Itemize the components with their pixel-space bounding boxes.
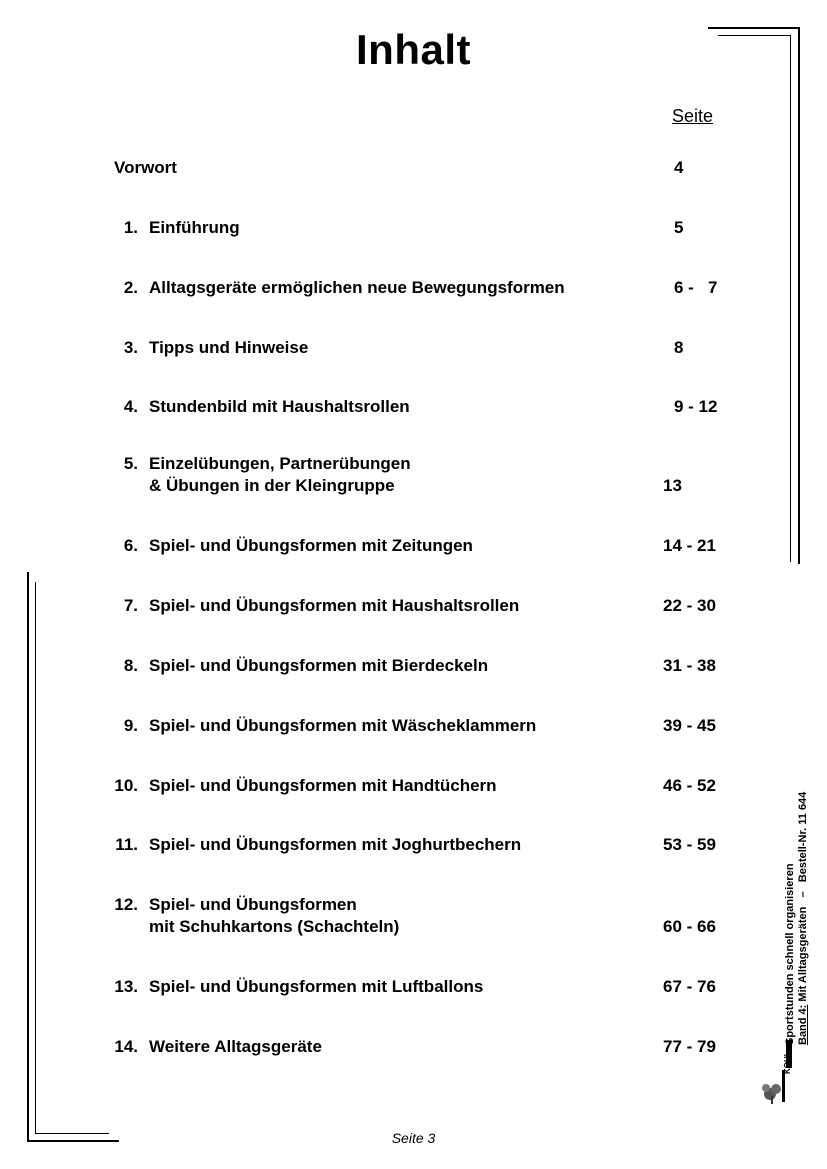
toc-entry-text: Vorwort [114,158,177,177]
toc-entry-number: 14. [114,1037,138,1056]
toc-entry-pages: 14 - 21 [663,536,716,555]
publisher-logo [760,1040,800,1106]
toc-entry-text: Spiel- und Übungsformen mit Zeitungen [149,536,473,555]
toc-entry-pages: 39 - 45 [663,716,716,735]
toc-entry-number: 7. [123,596,138,615]
toc-entry-pages: 46 - 52 [663,776,716,795]
toc-entry-text-line2: mit Schuhkartons (Schachteln) [149,917,400,936]
toc-entry-text: Einzelübungen, Partnerübungen [149,454,411,473]
logo-text: KOHL [783,1051,792,1074]
toc-entry-vorwort [114,158,177,178]
toc-entry-number: 8. [123,656,138,675]
toc-entry-pages: 67 - 76 [663,977,716,996]
toc-entry-text: Spiel- und Übungsformen mit Haushaltsrollen [149,596,520,615]
toc-entry-pages: 6 - 7 [674,278,718,297]
toc-entry-pages: 22 - 30 [663,596,716,615]
toc-entry-pages: 53 - 59 [663,835,716,854]
toc-entry-pages: 9 - 12 [674,397,718,416]
toc-entry-text: Spiel- und Übungsformen mit Luftballons [149,977,484,996]
toc-entry-text: Spiel- und Übungsformen mit Handtüchern [149,776,497,795]
page-number-footer: Seite 3 [391,1130,436,1146]
side-text-band-label: Band 4: [797,1004,809,1045]
page-title: Inhalt [356,26,471,73]
toc-entry-pages: 4 [674,158,684,177]
toc-entry-pages: 77 - 79 [663,1037,716,1056]
toc-entry-text: Einführung [149,218,240,237]
toc-entry-text: Spiel- und Übungsformen mit Joghurtbechern [149,835,522,854]
page-column-header: Seite [672,106,714,126]
toc-entry-pages: 5 [674,218,684,237]
toc-entry-text-line2: & Übungen in der Kleingruppe [149,476,395,495]
toc-entry-pages: 31 - 38 [663,656,716,675]
toc-entry-text: Weitere Alltagsgeräte [149,1037,322,1056]
toc-entry-number: 2. [123,278,138,297]
toc-entry-text: Stundenbild mit Haushaltsrollen [149,397,410,416]
toc-entry-pages: 8 [674,338,684,357]
toc-entry-number: 13. [114,977,138,996]
side-text-band-title: Mit Alltagsgeräten – Bestell-Nr. 11 644 [797,791,809,1005]
toc-entry-text: Spiel- und Übungsformen mit Wäscheklammern [149,716,537,735]
side-publication-info [784,792,810,1045]
toc-entry-number: 12. [114,895,138,914]
toc-entry-number: 10. [114,776,138,795]
toc-entry-text: Spiel- und Übungsformen [149,895,357,914]
toc-entry-pages: 60 - 66 [663,917,716,936]
kohl-verlag-logo-icon [760,1040,800,1106]
toc-entry-text: Alltagsgeräte ermöglichen neue Bewegungsformen [149,278,565,297]
toc-entry-text: Spiel- und Übungsformen mit Bierdeckeln [149,656,489,675]
toc-entry-number: 3. [123,338,138,357]
toc-entry-number: 11. [115,835,138,854]
toc-entry-number: 4. [123,397,138,416]
toc-entry-pages: 13 [663,476,682,495]
toc-entry-number: 6. [123,536,138,555]
side-text-line1: Sportstunden schnell organisieren [784,863,796,1045]
toc-entry-number: 5. [123,454,138,473]
toc-entry-number: 9. [123,716,138,735]
toc-entry-number: 1. [123,218,138,237]
side-text-line2 [797,792,810,1045]
toc-entry-text: Tipps und Hinweise [149,338,309,357]
